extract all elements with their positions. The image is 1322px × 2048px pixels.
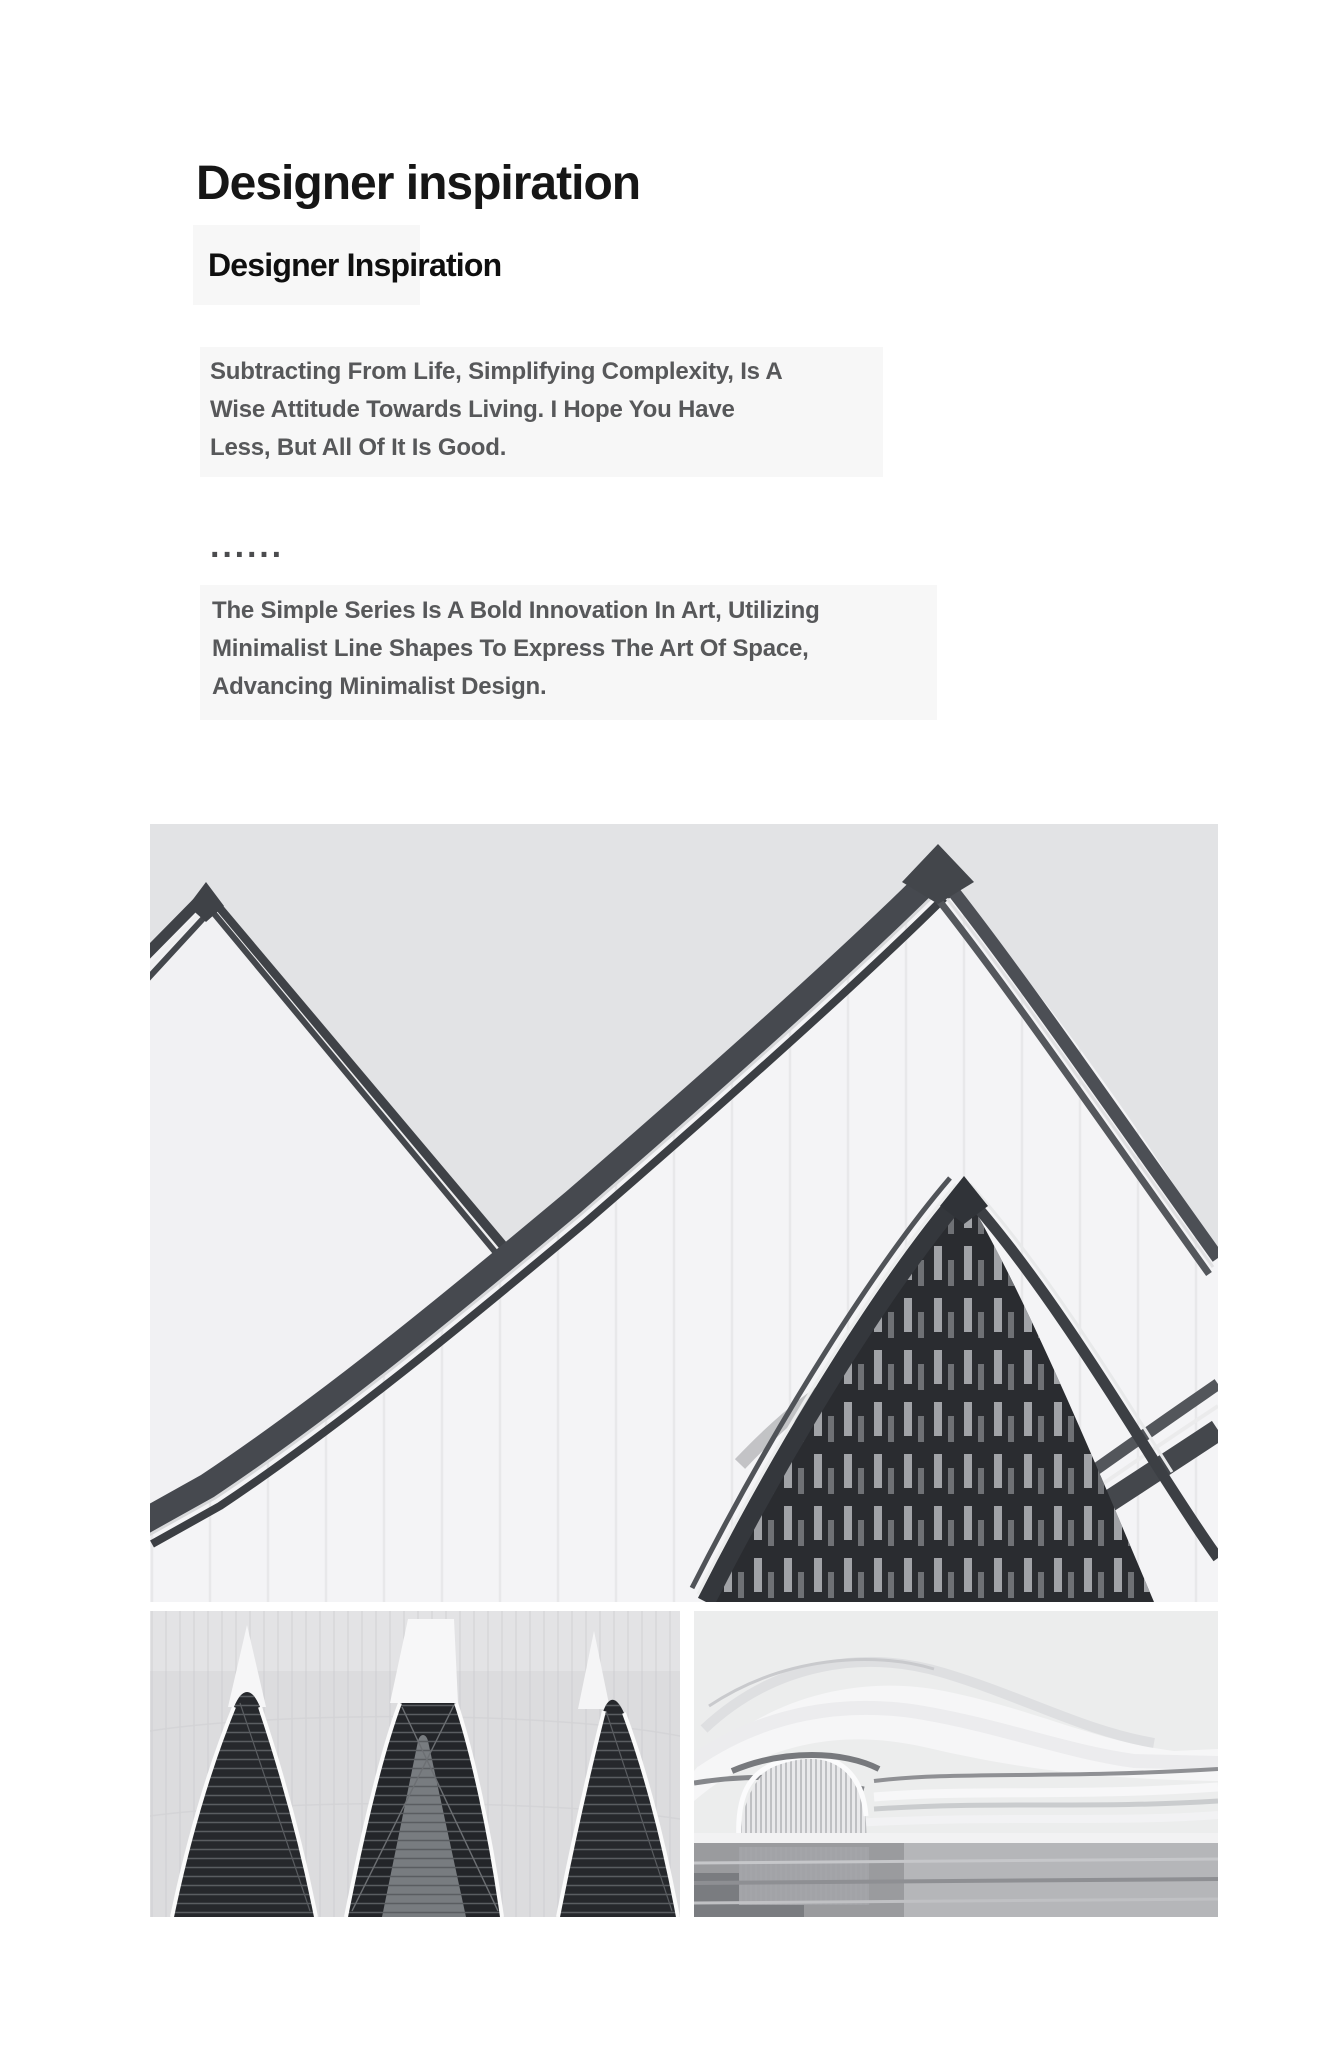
paragraph-2 xyxy=(212,592,820,706)
paragraph-2-line-1: The Simple Series Is A Bold Innovation In Art, Utilizing xyxy=(212,597,820,624)
hero-photo-curved-eaves xyxy=(150,824,1218,1602)
paragraph-1-line-2: Wise Attitude Towards Living. I Hope You Have xyxy=(210,396,735,423)
paragraph-1-line-3: Less, But All Of It Is Good. xyxy=(210,434,507,461)
page-title: Designer inspiration xyxy=(196,157,641,210)
paragraph-2-line-2: Minimalist Line Shapes To Express The Art Of Space, xyxy=(212,635,809,662)
paragraph-1-line-1: Subtracting From Life, Simplifying Complexity, Is A xyxy=(210,358,783,385)
gallery-photo-flared-columns xyxy=(150,1611,680,1917)
paragraph-1 xyxy=(210,353,783,467)
paragraph-2-line-3: Advancing Minimalist Design. xyxy=(212,673,547,700)
ellipsis-separator: ······ xyxy=(210,536,284,574)
gallery-photo-flowing-ribbon xyxy=(694,1611,1218,1917)
page-subtitle: Designer Inspiration xyxy=(208,247,502,283)
ground-reflection xyxy=(694,1833,1218,1917)
